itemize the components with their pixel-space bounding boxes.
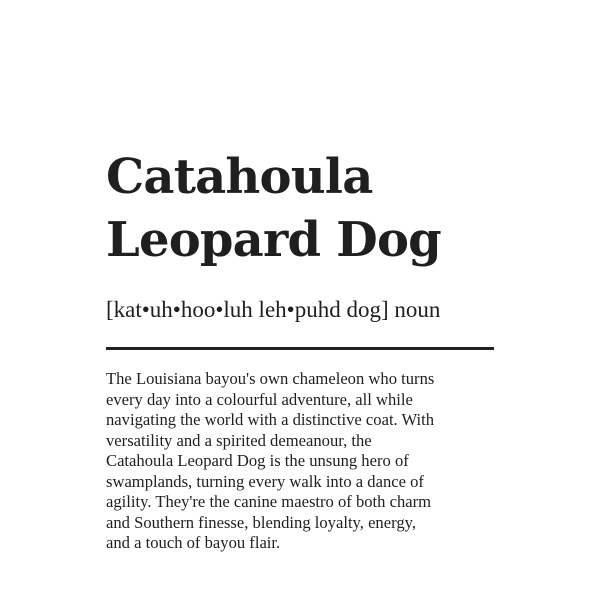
definition-line-7: agility. They're the canine maestro of both charm: [106, 492, 432, 511]
entry-title-line-2: Leopard Dog: [106, 212, 441, 268]
definition-line-2: every day into a colourful adventure, all while: [106, 389, 413, 409]
definition-line-8: and Southern finesse, blending loyalty, energy,: [106, 512, 416, 532]
definition-line-3: navigating the world with a distinctive coat. With: [106, 410, 435, 429]
definition-text: [106, 369, 506, 554]
pronunciation-and-part-of-speech: [kat•uh•hoo•luh leh•puhd dog] noun: [106, 297, 441, 322]
definition-line-1: The Louisiana bayou's own chameleon who turns: [106, 369, 435, 388]
definition-line-4: versatility and a spirited demeanour, the: [106, 430, 372, 450]
definition-line-5: Catahoula Leopard Dog is the unsung hero of: [106, 451, 409, 470]
definition-line-6: swamplands, turning every walk into a dance of: [106, 471, 424, 491]
definition-line-9: and a touch of bayou flair.: [106, 533, 281, 552]
entry-title-line-1: Catahoula: [106, 149, 373, 205]
entry-title: [106, 146, 526, 272]
horizontal-divider: [106, 347, 494, 350]
